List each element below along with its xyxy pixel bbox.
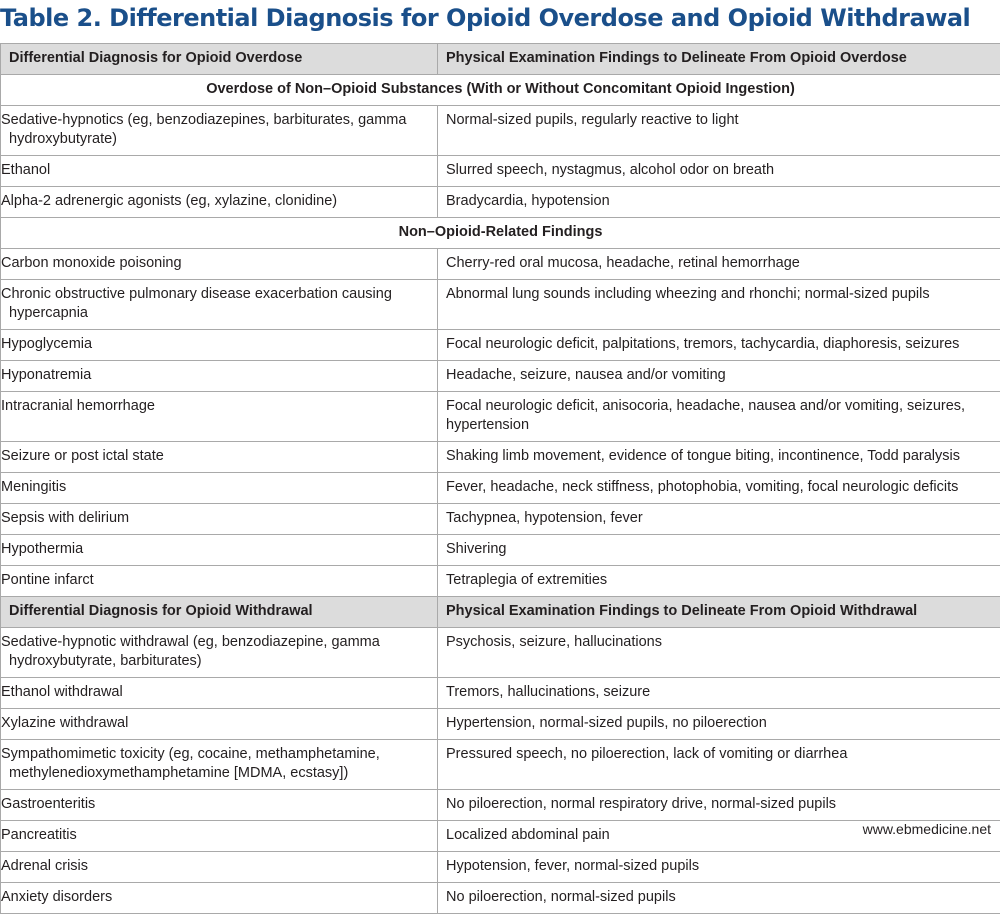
diagnosis-cell: Intracranial hemorrhage bbox=[1, 392, 438, 442]
section-row-related bbox=[1, 218, 1000, 249]
table-row bbox=[1, 280, 1000, 330]
findings-cell: Hypotension, fever, normal-sized pupils bbox=[438, 852, 1000, 883]
overdose-diagnosis-header: Differential Diagnosis for Opioid Overdose bbox=[1, 44, 438, 75]
diagnosis-cell: Alpha-2 adrenergic agonists (eg, xylazine, clonidine) bbox=[1, 187, 438, 218]
findings-cell: Normal-sized pupils, regularly reactive to light bbox=[438, 106, 1000, 156]
withdrawal-rows bbox=[1, 628, 1000, 914]
diagnosis-cell: Hypothermia bbox=[1, 535, 438, 566]
diagnosis-cell: Anxiety disorders bbox=[1, 883, 438, 914]
diagnosis-cell: Sedative-hypnotic withdrawal (eg, benzodiazepine, gamma hydroxybutyrate, barbiturates) bbox=[1, 628, 438, 678]
table-row bbox=[1, 740, 1000, 790]
findings-cell: Slurred speech, nystagmus, alcohol odor on breath bbox=[438, 156, 1000, 187]
diagnosis-cell: Pancreatitis bbox=[1, 821, 438, 852]
withdrawal-diagnosis-header: Differential Diagnosis for Opioid Withdrawal bbox=[1, 597, 438, 628]
withdrawal-header-row bbox=[1, 597, 1000, 628]
findings-cell: Fever, headache, neck stiffness, photophobia, vomiting, focal neurologic deficits bbox=[438, 473, 1000, 504]
diagnosis-cell: Sedative-hypnotics (eg, benzodiazepines, barbiturates, gamma hydroxybutyrate) bbox=[1, 106, 438, 156]
table-row bbox=[1, 187, 1000, 218]
table-row bbox=[1, 473, 1000, 504]
findings-cell: Pressured speech, no piloerection, lack of vomiting or diarrhea bbox=[438, 740, 1000, 790]
findings-cell: No piloerection, normal-sized pupils bbox=[438, 883, 1000, 914]
table-row bbox=[1, 106, 1000, 156]
table-row bbox=[1, 790, 1000, 821]
findings-cell: Localized abdominal pain bbox=[438, 821, 1000, 852]
table-row bbox=[1, 883, 1000, 914]
section-title-related: Non–Opioid-Related Findings bbox=[1, 218, 1000, 249]
diagnosis-cell: Hyponatremia bbox=[1, 361, 438, 392]
findings-cell: Focal neurologic deficit, anisocoria, headache, nausea and/or vomiting, seizures, hypertension bbox=[438, 392, 1000, 442]
diagnosis-cell: Hypoglycemia bbox=[1, 330, 438, 361]
diagnosis-cell: Meningitis bbox=[1, 473, 438, 504]
nonopioid-rows bbox=[1, 106, 1000, 218]
diagnosis-cell: Pontine infarct bbox=[1, 566, 438, 597]
findings-cell: Tremors, hallucinations, seizure bbox=[438, 678, 1000, 709]
findings-cell: Hypertension, normal-sized pupils, no piloerection bbox=[438, 709, 1000, 740]
table-row bbox=[1, 566, 1000, 597]
table-row bbox=[1, 852, 1000, 883]
findings-cell: Bradycardia, hypotension bbox=[438, 187, 1000, 218]
diagnosis-cell: Carbon monoxide poisoning bbox=[1, 249, 438, 280]
table-row bbox=[1, 330, 1000, 361]
diagnosis-cell: Sympathomimetic toxicity (eg, cocaine, methamphetamine, methylenedioxymethamphetamine [MDMA, ecstasy]) bbox=[1, 740, 438, 790]
table-row bbox=[1, 709, 1000, 740]
related-rows bbox=[1, 249, 1000, 597]
diagnosis-cell: Sepsis with delirium bbox=[1, 504, 438, 535]
table-row bbox=[1, 504, 1000, 535]
source-url: www.ebmedicine.net bbox=[863, 821, 991, 837]
diagnosis-cell: Adrenal crisis bbox=[1, 852, 438, 883]
findings-cell: Headache, seizure, nausea and/or vomiting bbox=[438, 361, 1000, 392]
findings-cell: Focal neurologic deficit, palpitations, tremors, tachycardia, diaphoresis, seizures bbox=[438, 330, 1000, 361]
table-row bbox=[1, 156, 1000, 187]
table-row bbox=[1, 249, 1000, 280]
table-row bbox=[1, 535, 1000, 566]
overdose-findings-header: Physical Examination Findings to Delineate From Opioid Overdose bbox=[438, 44, 1000, 75]
table-row bbox=[1, 392, 1000, 442]
section-title-nonopioid: Overdose of Non–Opioid Substances (With or Without Concomitant Opioid Ingestion) bbox=[1, 75, 1000, 106]
findings-cell: Shaking limb movement, evidence of tongue biting, incontinence, Todd paralysis bbox=[438, 442, 1000, 473]
table-title: Table 2. Differential Diagnosis for Opioid Overdose and Opioid Withdrawal bbox=[0, 4, 970, 32]
withdrawal-findings-header: Physical Examination Findings to Delineate From Opioid Withdrawal bbox=[438, 597, 1000, 628]
diagnosis-cell: Xylazine withdrawal bbox=[1, 709, 438, 740]
findings-cell: Cherry-red oral mucosa, headache, retinal hemorrhage bbox=[438, 249, 1000, 280]
table-row bbox=[1, 361, 1000, 392]
table-row bbox=[1, 442, 1000, 473]
table-row bbox=[1, 678, 1000, 709]
diagnosis-cell: Chronic obstructive pulmonary disease exacerbation causing hypercapnia bbox=[1, 280, 438, 330]
findings-cell: No piloerection, normal respiratory drive, normal-sized pupils bbox=[438, 790, 1000, 821]
diagnosis-cell: Ethanol withdrawal bbox=[1, 678, 438, 709]
diagnosis-cell: Ethanol bbox=[1, 156, 438, 187]
findings-cell: Shivering bbox=[438, 535, 1000, 566]
section-row-nonopioid bbox=[1, 75, 1000, 106]
findings-cell: Tachypnea, hypotension, fever bbox=[438, 504, 1000, 535]
table-row bbox=[1, 821, 1000, 852]
differential-diagnosis-table bbox=[0, 43, 1000, 914]
findings-cell: Tetraplegia of extremities bbox=[438, 566, 1000, 597]
findings-cell: Psychosis, seizure, hallucinations bbox=[438, 628, 1000, 678]
table-row bbox=[1, 628, 1000, 678]
overdose-header-row bbox=[1, 44, 1000, 75]
diagnosis-cell: Gastroenteritis bbox=[1, 790, 438, 821]
findings-cell: Abnormal lung sounds including wheezing and rhonchi; normal-sized pupils bbox=[438, 280, 1000, 330]
diagnosis-cell: Seizure or post ictal state bbox=[1, 442, 438, 473]
